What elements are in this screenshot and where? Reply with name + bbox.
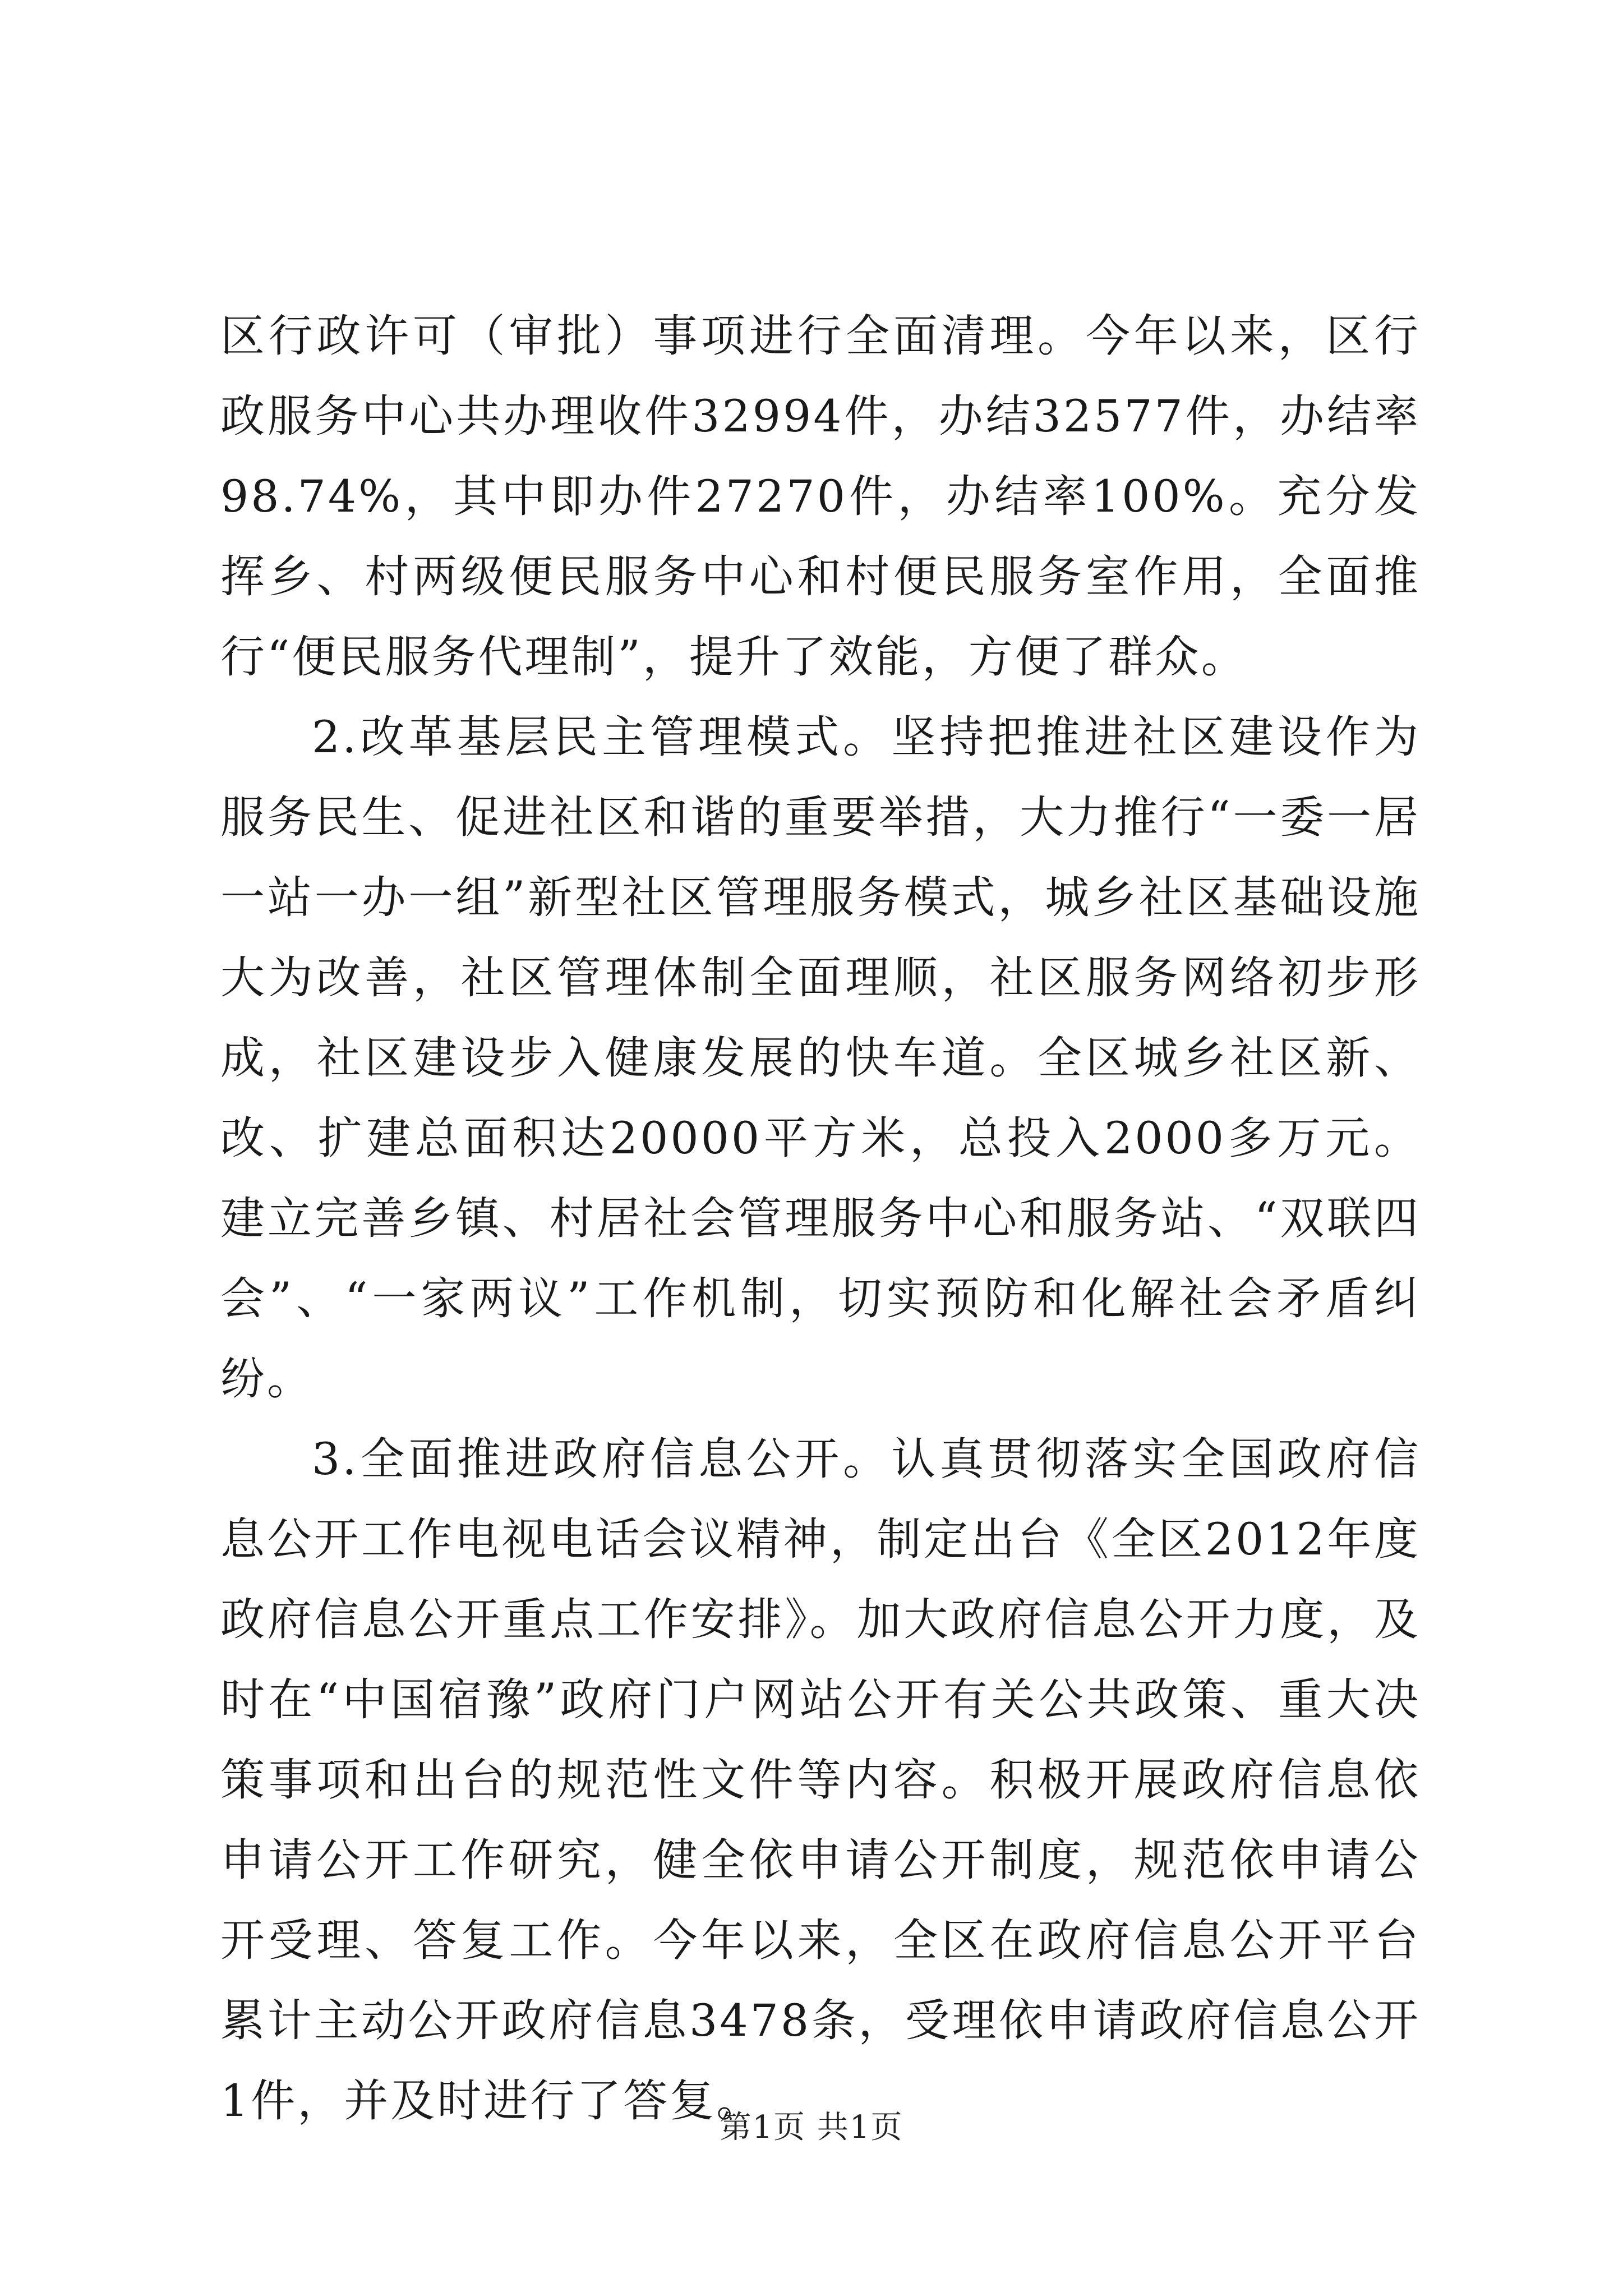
paragraph-government-information: 3.全面推进政府信息公开。认真贯彻落实全国政府信息公开工作电视电话会议精神，制定出台《全区2012年度政府信息公开重点工作安排》。加大政府信息公开力度，及时在“中国宿豫”政府门户网站公开有关公共政策、重大决策事项和出台的规范性文件等内容。积极开展政府信息依申请公开工作研究，健全依申请公开制度，规范依申请公开受理、答复工作。今年以来，全区在政府信息公开平台累计主动公开政府信息3478条，受理依申请政府信息公开1件，并及时进行了答复。 [220, 1433, 1421, 2127]
document-body [220, 296, 1421, 2141]
paragraph-administrative-approval: 区行政许可（审批）事项进行全面清理。今年以来，区行政服务中心共办理收件32994件，办结32577件，办结率98.74%，其中即办件27270件，办结率100%。充分发挥乡、村两级便民服务中心和村便民服务室作用，全面推行“便民服务代理制”，提升了效能，方便了群众。 [220, 310, 1421, 683]
page-footer: 第1页 共1页 [720, 2109, 903, 2146]
paragraph-grassroots-democracy: 2.改革基层民主管理模式。坚持把推进社区建设作为服务民生、促进社区和谐的重要举措，大力推行“一委一居一站一办一组”新型社区管理服务模式，城乡社区基础设施大为改善，社区管理体制全面理顺，社区服务网络初步形成，社区建设步入健康发展的快车道。全区城乡社区新、改、扩建总面积达20000平方米，总投入2000多万元。建立完善乡镇、村居社会管理服务中心和服务站、“双联四会”、“一家两议”工作机制，切实预防和化解社会矛盾纠纷。 [220, 711, 1421, 1405]
